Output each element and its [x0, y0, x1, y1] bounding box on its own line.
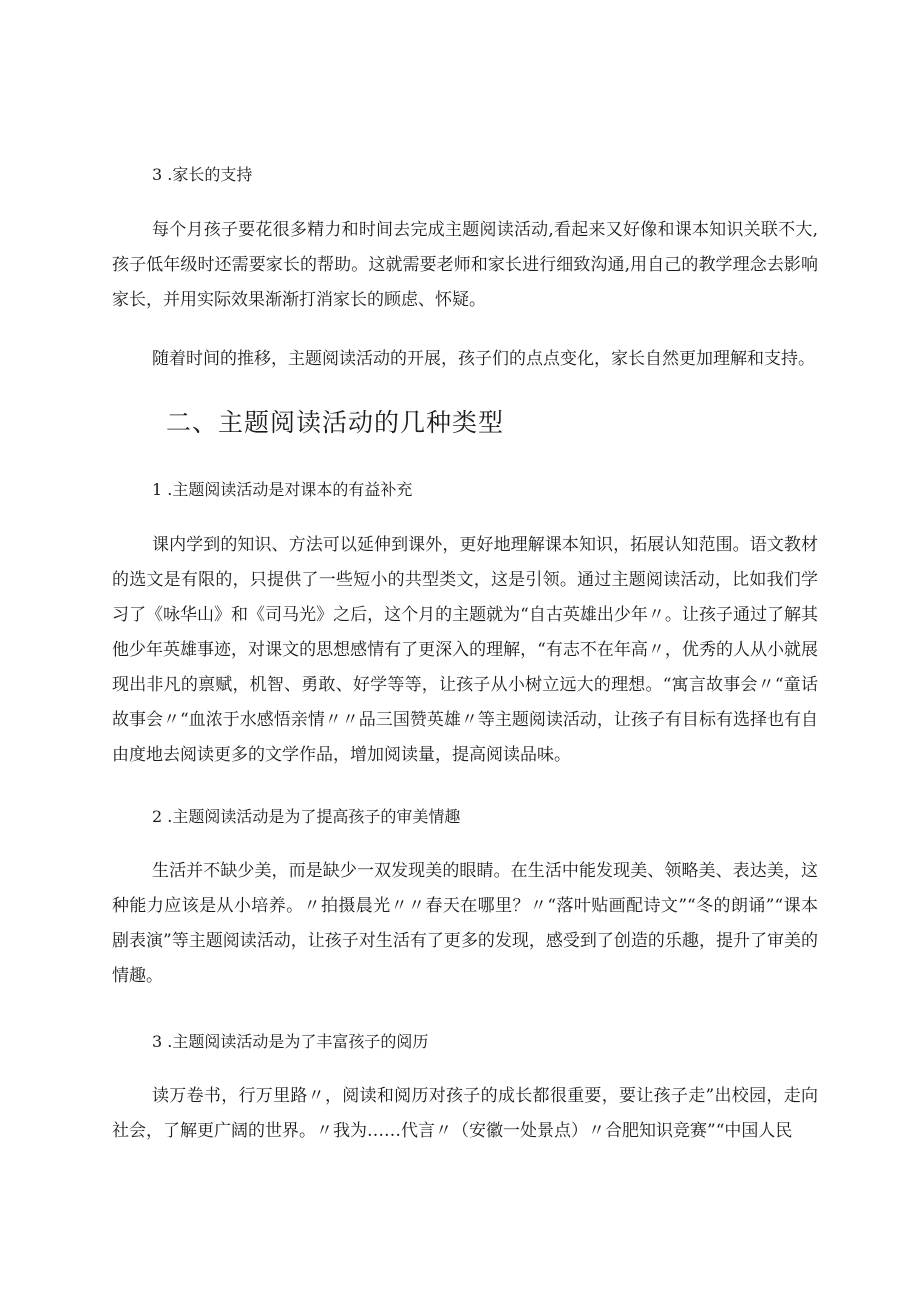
- subsection-heading-family-support: 3 .家长的支持: [152, 165, 253, 184]
- paragraph-family-support-1: 每个月孩子要花很多精力和时间去完成主题阅读活动,看起来又好像和课本知识关联不大,孩子低年级时还需要家长的帮助。这就需要老师和家长进行细致沟通,用自己的教学理念去影响家长，并用实际效果渐渐打消家长的顾虑、怀疑。: [112, 220, 818, 310]
- paragraph-supplement: 课内学到的知识、方法可以延伸到课外，更好地理解课本知识，拓展认知范围。语文教材的选文是有限的，只提供了一些短小的共型类文，这是引领。通过主题阅读活动，比如我们学习了《咏华山》和《司马光》之后，这个月的主题就为“自古英雄出少年〃。让孩子通过了解其他少年英雄事迹，对课文的思想感情有了更深入的理解，“有志不在年高〃，优秀的人从小就展现出非凡的禀赋，机智、勇敢、好学等等，让孩子从小树立远大的理想。“寓言故事会〃“童话故事会〃“血浓于水感悟亲情〃〃品三国赞英雄〃等主题阅读活动，让孩子有目标有选择也有自由度地去阅读更多的文学作品，增加阅读量，提高阅读品味。: [112, 535, 818, 765]
- subsection-heading-aesthetic: 2 .主题阅读活动是为了提高孩子的审美情趣: [152, 807, 461, 826]
- subsection-heading-supplement: 1 .主题阅读活动是对课本的有益补充: [152, 480, 413, 499]
- section-heading: 二、主题阅读活动的几种类型: [166, 408, 505, 437]
- subsection-heading-experience: 3 .主题阅读活动是为了丰富孩子的阅历: [152, 1032, 429, 1051]
- paragraph-aesthetic: 生活并不缺少美，而是缺少一双发现美的眼睛。在生活中能发现美、领略美、表达美，这种能力应该是从小培养。〃拍摄晨光〃〃春天在哪里？〃“落叶贴画配诗文”“冬的朗诵”“课本剧表演”等主题阅读活动，让孩子对生活有了更多的发现，感受到了创造的乐趣，提升了审美的情趣。: [112, 861, 818, 986]
- paragraph-experience: 读万卷书，行万里路〃，阅读和阅历对孩子的成长都很重要，要让孩子走”出校园，走向社会，了解更广阔的世界。〃我为……代言〃（安徽一处景点）〃合肥知识竞赛”“中国人民: [112, 1086, 818, 1141]
- paragraph-family-support-2: 随着时间的推移，主题阅读活动的开展，孩子们的点点变化，家长自然更加理解和支持。: [152, 349, 815, 369]
